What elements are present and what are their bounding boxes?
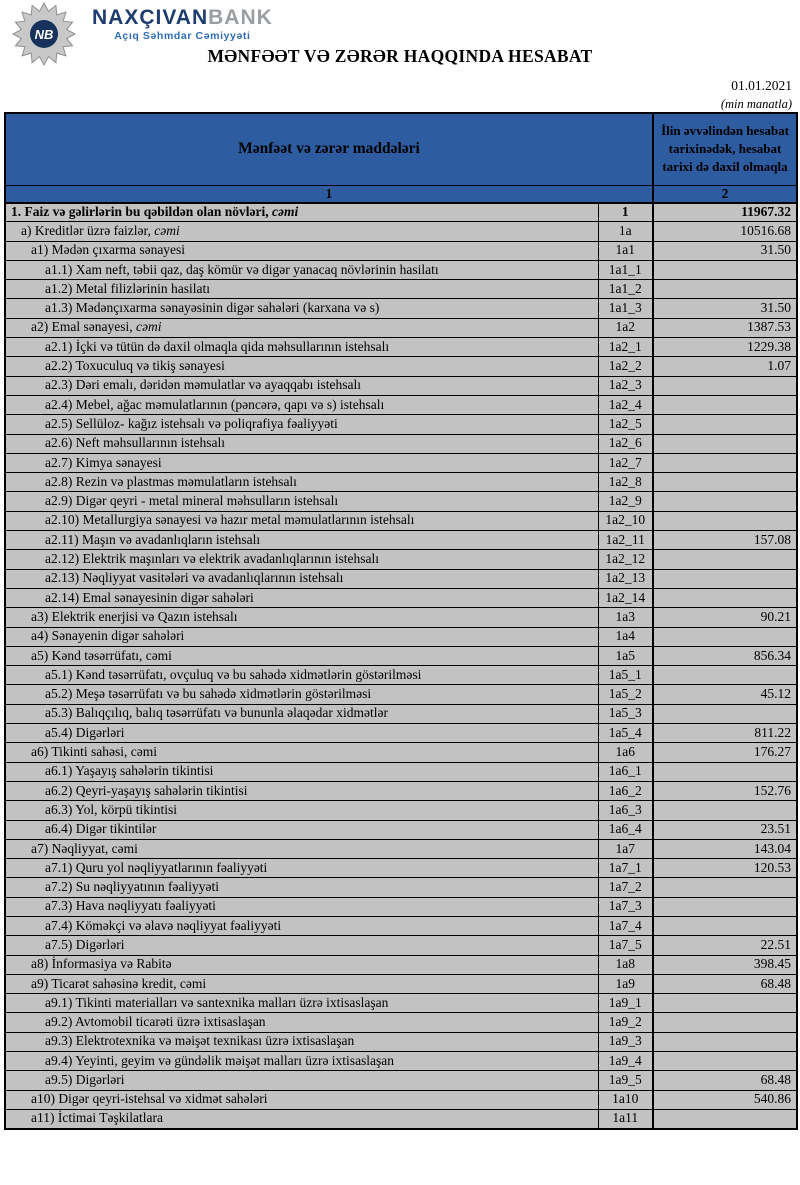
table-row xyxy=(5,473,797,492)
report-date: 01.01.2021 xyxy=(731,78,792,93)
row-label: a2.14) Emal sənayesinin digər sahələri xyxy=(5,588,598,607)
row-value xyxy=(653,260,797,279)
table-row xyxy=(5,1090,797,1109)
table-row xyxy=(5,415,797,434)
row-value: 143.04 xyxy=(653,839,797,858)
row-code: 1a9_1 xyxy=(598,994,653,1013)
column-number-2: 2 xyxy=(653,185,797,203)
row-value: 68.48 xyxy=(653,974,797,993)
row-value: 23.51 xyxy=(653,820,797,839)
row-code: 1 xyxy=(598,203,653,222)
table-row xyxy=(5,897,797,916)
row-value xyxy=(653,801,797,820)
table-row xyxy=(5,280,797,299)
row-label: a7.3) Hava nəqliyyatı fəaliyyəti xyxy=(5,897,598,916)
row-value xyxy=(653,1109,797,1128)
row-value: 31.50 xyxy=(653,241,797,260)
row-code: 1a5 xyxy=(598,646,653,665)
table-row xyxy=(5,955,797,974)
row-code: 1a2_9 xyxy=(598,492,653,511)
table-row xyxy=(5,453,797,472)
row-label: a9) Ticarət sahəsinə kredit, cəmi xyxy=(5,974,598,993)
row-code: 1a7_4 xyxy=(598,916,653,935)
row-value: 1.07 xyxy=(653,357,797,376)
column-header-items: Mənfəət və zərər maddələri xyxy=(5,113,653,185)
row-label: a6.4) Digər tikintilər xyxy=(5,820,598,839)
row-value xyxy=(653,492,797,511)
row-label: a2.2) Toxuculuq və tikiş sənayesi xyxy=(5,357,598,376)
row-value: 176.27 xyxy=(653,743,797,762)
row-label: a8) İnformasiya və Rabitə xyxy=(5,955,598,974)
profit-loss-table xyxy=(4,112,798,1130)
row-label: a9.3) Elektrotexnika və məişət texnikası üzrə ixtisaslaşan xyxy=(5,1032,598,1051)
table-row xyxy=(5,608,797,627)
row-label: a11) İctimai Təşkilatlara xyxy=(5,1109,598,1128)
row-label: a6.2) Qeyri-yaşayış sahələrin tikintisi xyxy=(5,781,598,800)
row-code: 1a9_4 xyxy=(598,1052,653,1071)
report-table-body xyxy=(5,203,797,1129)
row-value: 540.86 xyxy=(653,1090,797,1109)
table-header-row xyxy=(5,113,797,185)
row-value xyxy=(653,376,797,395)
row-value: 90.21 xyxy=(653,608,797,627)
row-code: 1a6_1 xyxy=(598,762,653,781)
table-row xyxy=(5,704,797,723)
table-row xyxy=(5,820,797,839)
table-row xyxy=(5,762,797,781)
row-value: 31.50 xyxy=(653,299,797,318)
row-value xyxy=(653,473,797,492)
row-code: 1a1_1 xyxy=(598,260,653,279)
bank-wordmark xyxy=(92,7,273,42)
row-code: 1a8 xyxy=(598,955,653,974)
row-value xyxy=(653,666,797,685)
row-code: 1a6_2 xyxy=(598,781,653,800)
row-label: a9.4) Yeyinti, geyim və gündəlik məişət malları üzrə ixtisaslaşan xyxy=(5,1052,598,1071)
row-value xyxy=(653,280,797,299)
row-code: 1a7_2 xyxy=(598,878,653,897)
table-row xyxy=(5,357,797,376)
table-row xyxy=(5,685,797,704)
row-value: 811.22 xyxy=(653,724,797,743)
row-value xyxy=(653,704,797,723)
row-label: a7.5) Digərləri xyxy=(5,936,598,955)
table-row xyxy=(5,222,797,241)
row-value xyxy=(653,434,797,453)
row-label: a5.2) Meşə təsərrüfatı və bu sahədə xidmətlərin göstərilməsi xyxy=(5,685,598,704)
table-row xyxy=(5,627,797,646)
row-label: a1) Mədən çıxarma sənayesi xyxy=(5,241,598,260)
row-code: 1a6 xyxy=(598,743,653,762)
row-value: 1387.53 xyxy=(653,318,797,337)
row-code: 1a2_4 xyxy=(598,395,653,414)
row-label: a2.9) Digər qeyri - metal mineral məhsulların istehsalı xyxy=(5,492,598,511)
table-row xyxy=(5,646,797,665)
row-code: 1a5_4 xyxy=(598,724,653,743)
row-value: 68.48 xyxy=(653,1071,797,1090)
row-value xyxy=(653,569,797,588)
table-row xyxy=(5,588,797,607)
table-row xyxy=(5,1052,797,1071)
row-code: 1a7_1 xyxy=(598,859,653,878)
row-code: 1a2_6 xyxy=(598,434,653,453)
row-value: 157.08 xyxy=(653,531,797,550)
row-value xyxy=(653,511,797,530)
row-value: 856.34 xyxy=(653,646,797,665)
unit-note: (min manatla) xyxy=(720,97,792,111)
row-code: 1a2_5 xyxy=(598,415,653,434)
row-value xyxy=(653,878,797,897)
table-row xyxy=(5,994,797,1013)
row-label: a5.1) Kənd təsərrüfatı, ovçuluq və bu sahədə xidmətlərin göstərilməsi xyxy=(5,666,598,685)
row-code: 1a9 xyxy=(598,974,653,993)
report-title: MƏNFƏƏT VƏ ZƏRƏR HAQQINDA HESABAT xyxy=(207,46,593,66)
row-value xyxy=(653,588,797,607)
row-label: a3) Elektrik enerjisi və Qazın istehsalı xyxy=(5,608,598,627)
row-code: 1a2_2 xyxy=(598,357,653,376)
row-label: a9.2) Avtomobil ticarəti üzrə ixtisaslaşan xyxy=(5,1013,598,1032)
row-value: 11967.32 xyxy=(653,203,797,222)
row-value xyxy=(653,1032,797,1051)
row-value xyxy=(653,916,797,935)
row-code: 1a2_12 xyxy=(598,550,653,569)
row-code: 1a11 xyxy=(598,1109,653,1128)
table-row xyxy=(5,878,797,897)
row-label: a7.1) Quru yol nəqliyyatlarının fəaliyyəti xyxy=(5,859,598,878)
row-value xyxy=(653,627,797,646)
table-row xyxy=(5,318,797,337)
table-row xyxy=(5,550,797,569)
row-value xyxy=(653,550,797,569)
row-code: 1a3 xyxy=(598,608,653,627)
table-row xyxy=(5,839,797,858)
column-header-period: İlin əvvəlindən hesabat tarixinədək, hesabat tarixi də daxil olmaqla xyxy=(653,113,797,185)
table-row xyxy=(5,916,797,935)
table-row xyxy=(5,299,797,318)
row-label: a2.3) Dəri emalı, dəridən məmulatlar və ayaqqabı istehsalı xyxy=(5,376,598,395)
row-code: 1a7 xyxy=(598,839,653,858)
row-label: a2.10) Metallurgiya sənayesi və hazır metal məmulatlarının istehsalı xyxy=(5,511,598,530)
row-label: a2.8) Rezin və plastmas məmulatların istehsalı xyxy=(5,473,598,492)
row-value xyxy=(653,395,797,414)
row-label: a10) Digər qeyri-istehsal və xidmət sahələri xyxy=(5,1090,598,1109)
row-label: a9.1) Tikinti materialları və santexnika malları üzrə ixtisaslaşan xyxy=(5,994,598,1013)
row-code: 1a2_14 xyxy=(598,588,653,607)
row-value: 10516.68 xyxy=(653,222,797,241)
row-label: a5.3) Balıqçılıq, balıq təsərrüfatı və bununla əlaqədar xidmətlər xyxy=(5,704,598,723)
table-row xyxy=(5,666,797,685)
table-row xyxy=(5,395,797,414)
table-row xyxy=(5,1013,797,1032)
row-code: 1a7_3 xyxy=(598,897,653,916)
row-code: 1a6_3 xyxy=(598,801,653,820)
row-value: 22.51 xyxy=(653,936,797,955)
row-label: a9.5) Digərləri xyxy=(5,1071,598,1090)
bank-subtitle: Açıq Səhmdar Cəmiyyəti xyxy=(114,30,251,43)
table-row xyxy=(5,492,797,511)
row-code: 1a1 xyxy=(598,241,653,260)
row-label: a2.13) Nəqliyyat vasitələri və avadanlıqlarının istehsalı xyxy=(5,569,598,588)
row-code: 1a2_7 xyxy=(598,453,653,472)
row-code: 1a7_5 xyxy=(598,936,653,955)
row-value: 1229.38 xyxy=(653,338,797,357)
logo-monogram: NB xyxy=(34,27,54,42)
row-code: 1a2_11 xyxy=(598,531,653,550)
row-label: a2.4) Mebel, ağac məmulatlarının (pəncərə, qapı və s) istehsalı xyxy=(5,395,598,414)
row-code: 1a4 xyxy=(598,627,653,646)
row-code: 1a2_3 xyxy=(598,376,653,395)
table-row xyxy=(5,376,797,395)
row-code: 1a5_3 xyxy=(598,704,653,723)
table-row xyxy=(5,781,797,800)
table-row xyxy=(5,974,797,993)
row-label: a7) Nəqliyyat, cəmi xyxy=(5,839,598,858)
column-number-1: 1 xyxy=(5,185,653,203)
row-label: a2.1) İçki və tütün də daxil olmaqla qida məhsullarının istehsalı xyxy=(5,338,598,357)
row-label: a6.1) Yaşayış sahələrin tikintisi xyxy=(5,762,598,781)
row-code: 1a10 xyxy=(598,1090,653,1109)
row-value xyxy=(653,415,797,434)
row-label: 1. Faiz və gəlirlərin bu qəbildən olan növləri, cəmi xyxy=(5,203,598,222)
table-row xyxy=(5,936,797,955)
row-code: 1a2_1 xyxy=(598,338,653,357)
table-row xyxy=(5,724,797,743)
row-label: a2.5) Sellüloz- kağız istehsalı və poliqrafiya fəaliyyəti xyxy=(5,415,598,434)
row-code: 1a9_2 xyxy=(598,1013,653,1032)
table-row xyxy=(5,801,797,820)
row-code: 1a2_13 xyxy=(598,569,653,588)
bank-name-primary: NAXÇIVAN xyxy=(92,6,209,29)
row-label: a1.3) Mədənçıxarma sənayəsinin digər sahələri (karxana və s) xyxy=(5,299,598,318)
row-value: 398.45 xyxy=(653,955,797,974)
table-row xyxy=(5,241,797,260)
column-number-row xyxy=(5,185,797,203)
table-row xyxy=(5,511,797,530)
row-value: 120.53 xyxy=(653,859,797,878)
row-code: 1a2_8 xyxy=(598,473,653,492)
row-label: a) Kreditlər üzrə faizlər, cəmi xyxy=(5,222,598,241)
table-row xyxy=(5,743,797,762)
row-value xyxy=(653,1013,797,1032)
row-label: a2) Emal sənayesi, cəmi xyxy=(5,318,598,337)
row-code: 1a6_4 xyxy=(598,820,653,839)
table-row xyxy=(5,434,797,453)
row-value xyxy=(653,762,797,781)
row-code: 1a2_10 xyxy=(598,511,653,530)
table-row xyxy=(5,531,797,550)
row-value: 45.12 xyxy=(653,685,797,704)
row-value xyxy=(653,994,797,1013)
row-code: 1a1_2 xyxy=(598,280,653,299)
row-label: a4) Sənayenin digər sahələri xyxy=(5,627,598,646)
bank-name-secondary: BANK xyxy=(208,6,273,29)
row-value xyxy=(653,1052,797,1071)
row-label: a1.2) Metal filizlərinin hasilatı xyxy=(5,280,598,299)
row-value: 152.76 xyxy=(653,781,797,800)
row-label: a1.1) Xam neft, təbii qaz, daş kömür və digər yanacaq növlərinin hasilatı xyxy=(5,260,598,279)
row-label: a6) Tikinti sahəsi, cəmi xyxy=(5,743,598,762)
row-code: 1a1_3 xyxy=(598,299,653,318)
row-label: a2.12) Elektrik maşınları və elektrik avadanlıqlarının istehsalı xyxy=(5,550,598,569)
table-row xyxy=(5,260,797,279)
row-label: a7.2) Su nəqliyyatının fəaliyyəti xyxy=(5,878,598,897)
row-label: a7.4) Köməkçi və əlavə nəqliyyat fəaliyyəti xyxy=(5,916,598,935)
row-value xyxy=(653,897,797,916)
row-code: 1a xyxy=(598,222,653,241)
table-row xyxy=(5,1109,797,1128)
table-row xyxy=(5,338,797,357)
row-code: 1a5_2 xyxy=(598,685,653,704)
row-code: 1a9_3 xyxy=(598,1032,653,1051)
row-code: 1a9_5 xyxy=(598,1071,653,1090)
row-label: a5.4) Digərləri xyxy=(5,724,598,743)
row-label: a6.3) Yol, körpü tikintisi xyxy=(5,801,598,820)
row-label: a2.7) Kimya sənayesi xyxy=(5,453,598,472)
table-row xyxy=(5,1071,797,1090)
row-label: a2.6) Neft məhsullarının istehsalı xyxy=(5,434,598,453)
row-label: a2.11) Maşın və avadanlıqların istehsalı xyxy=(5,531,598,550)
row-label: a5) Kənd təsərrüfatı, cəmi xyxy=(5,646,598,665)
row-code: 1a5_1 xyxy=(598,666,653,685)
row-code: 1a2 xyxy=(598,318,653,337)
row-value xyxy=(653,453,797,472)
table-row xyxy=(5,1032,797,1051)
table-row xyxy=(5,569,797,588)
table-row xyxy=(5,203,797,222)
table-row xyxy=(5,859,797,878)
